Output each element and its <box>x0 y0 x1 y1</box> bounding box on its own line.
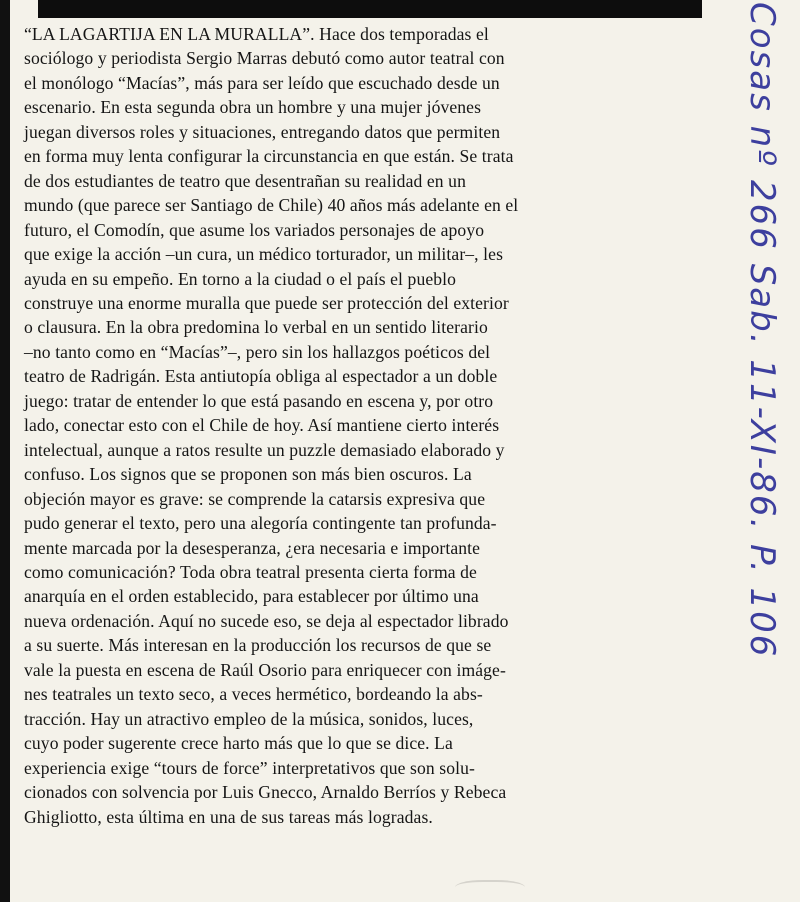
clipping-top-bar <box>38 0 702 18</box>
article-line: confuso. Los signos que se proponen son más bien oscuros. La <box>24 464 472 485</box>
article-line: Ghigliotto, esta última en una de sus tareas más logradas. <box>24 806 433 827</box>
scan-left-edge <box>0 0 10 902</box>
article-line: anarquía en el orden establecido, para establecer por último una <box>24 586 479 607</box>
article-line: escenario. En esta segunda obra un hombre y una mujer jóvenes <box>24 97 482 118</box>
article-line: ayuda en su empeño. En torno a la ciudad o el país el pueblo <box>24 268 457 289</box>
article-line: –no tanto como en “Macías”–, pero sin los hallazgos poéticos del <box>24 341 491 362</box>
article-line: experiencia exige “tours de force” interpretativos que son solu- <box>24 757 475 778</box>
article-line: construye una enorme muralla que puede ser protección del exterior <box>24 292 509 313</box>
article-line: futuro, el Comodín, que asume los variados personajes de apoyo <box>24 219 485 240</box>
article-line: como comunicación? Toda obra teatral presenta cierta forma de <box>24 561 477 582</box>
article-line: juego: tratar de entender lo que está pasando en escena y, por otro <box>24 390 494 411</box>
article-line: lado, conectar esto con el Chile de hoy. Así mantiene cierto interés <box>24 415 500 436</box>
article-line: nes teatrales un texto seco, a veces hermético, bordeando la abs- <box>24 684 483 705</box>
article-line: “LA LAGARTIJA EN LA MURALLA”. Hace dos temporadas el <box>24 24 489 44</box>
article-line: el monólogo “Macías”, más para ser leído que escuchado desde un <box>24 72 500 93</box>
article-line: sociólogo y periodista Sergio Marras debutó como autor teatral con <box>24 48 505 69</box>
article-line: a su suerte. Más interesan en la producción los recursos de que se <box>24 635 492 656</box>
article-line: vale la puesta en escena de Raúl Osorio para enriquecer con imáge- <box>24 659 506 680</box>
article-line: nueva ordenación. Aquí no sucede eso, se deja al espectador librado <box>24 610 509 631</box>
article-line: teatro de Radrigán. Esta antiutopía obliga al espectador a un doble <box>24 366 498 387</box>
article-line: cuyo poder sugerente crece harto más que lo que se dice. La <box>24 733 453 754</box>
handwritten-source-note: Cosas nº 266 Sab. 11-XI-86. P. 106 <box>742 2 782 659</box>
ink-smudge <box>455 880 525 898</box>
article-line: tracción. Hay un atractivo empleo de la música, sonidos, luces, <box>24 708 474 729</box>
article-line: o clausura. En la obra predomina lo verbal en un sentido literario <box>24 317 488 338</box>
article-line: juegan diversos roles y situaciones, entregando datos que permiten <box>24 121 501 142</box>
article-line: que exige la acción –un cura, un médico torturador, un militar–, les <box>24 244 504 265</box>
article-line: cionados con solvencia por Luis Gnecco, Arnaldo Berríos y Rebeca <box>24 782 507 803</box>
article-line: intelectual, aunque a ratos resulte un puzzle demasiado elaborado y <box>24 439 505 460</box>
article-line: mente marcada por la desesperanza, ¿era necesaria e importante <box>24 537 481 558</box>
article-line: mundo (que parece ser Santiago de Chile) 40 años más adelante en el <box>24 195 519 216</box>
article-line: en forma muy lenta configurar la circunstancia en que están. Se trata <box>24 146 514 167</box>
article-line: pudo generar el texto, pero una alegoría contingente tan profunda- <box>24 513 497 534</box>
article-line: de dos estudiantes de teatro que desentrañan su realidad en un <box>24 170 466 191</box>
article-text <box>24 22 714 829</box>
article-line: objeción mayor es grave: se comprende la catarsis expresiva que <box>24 488 486 509</box>
newspaper-clipping <box>24 22 714 882</box>
